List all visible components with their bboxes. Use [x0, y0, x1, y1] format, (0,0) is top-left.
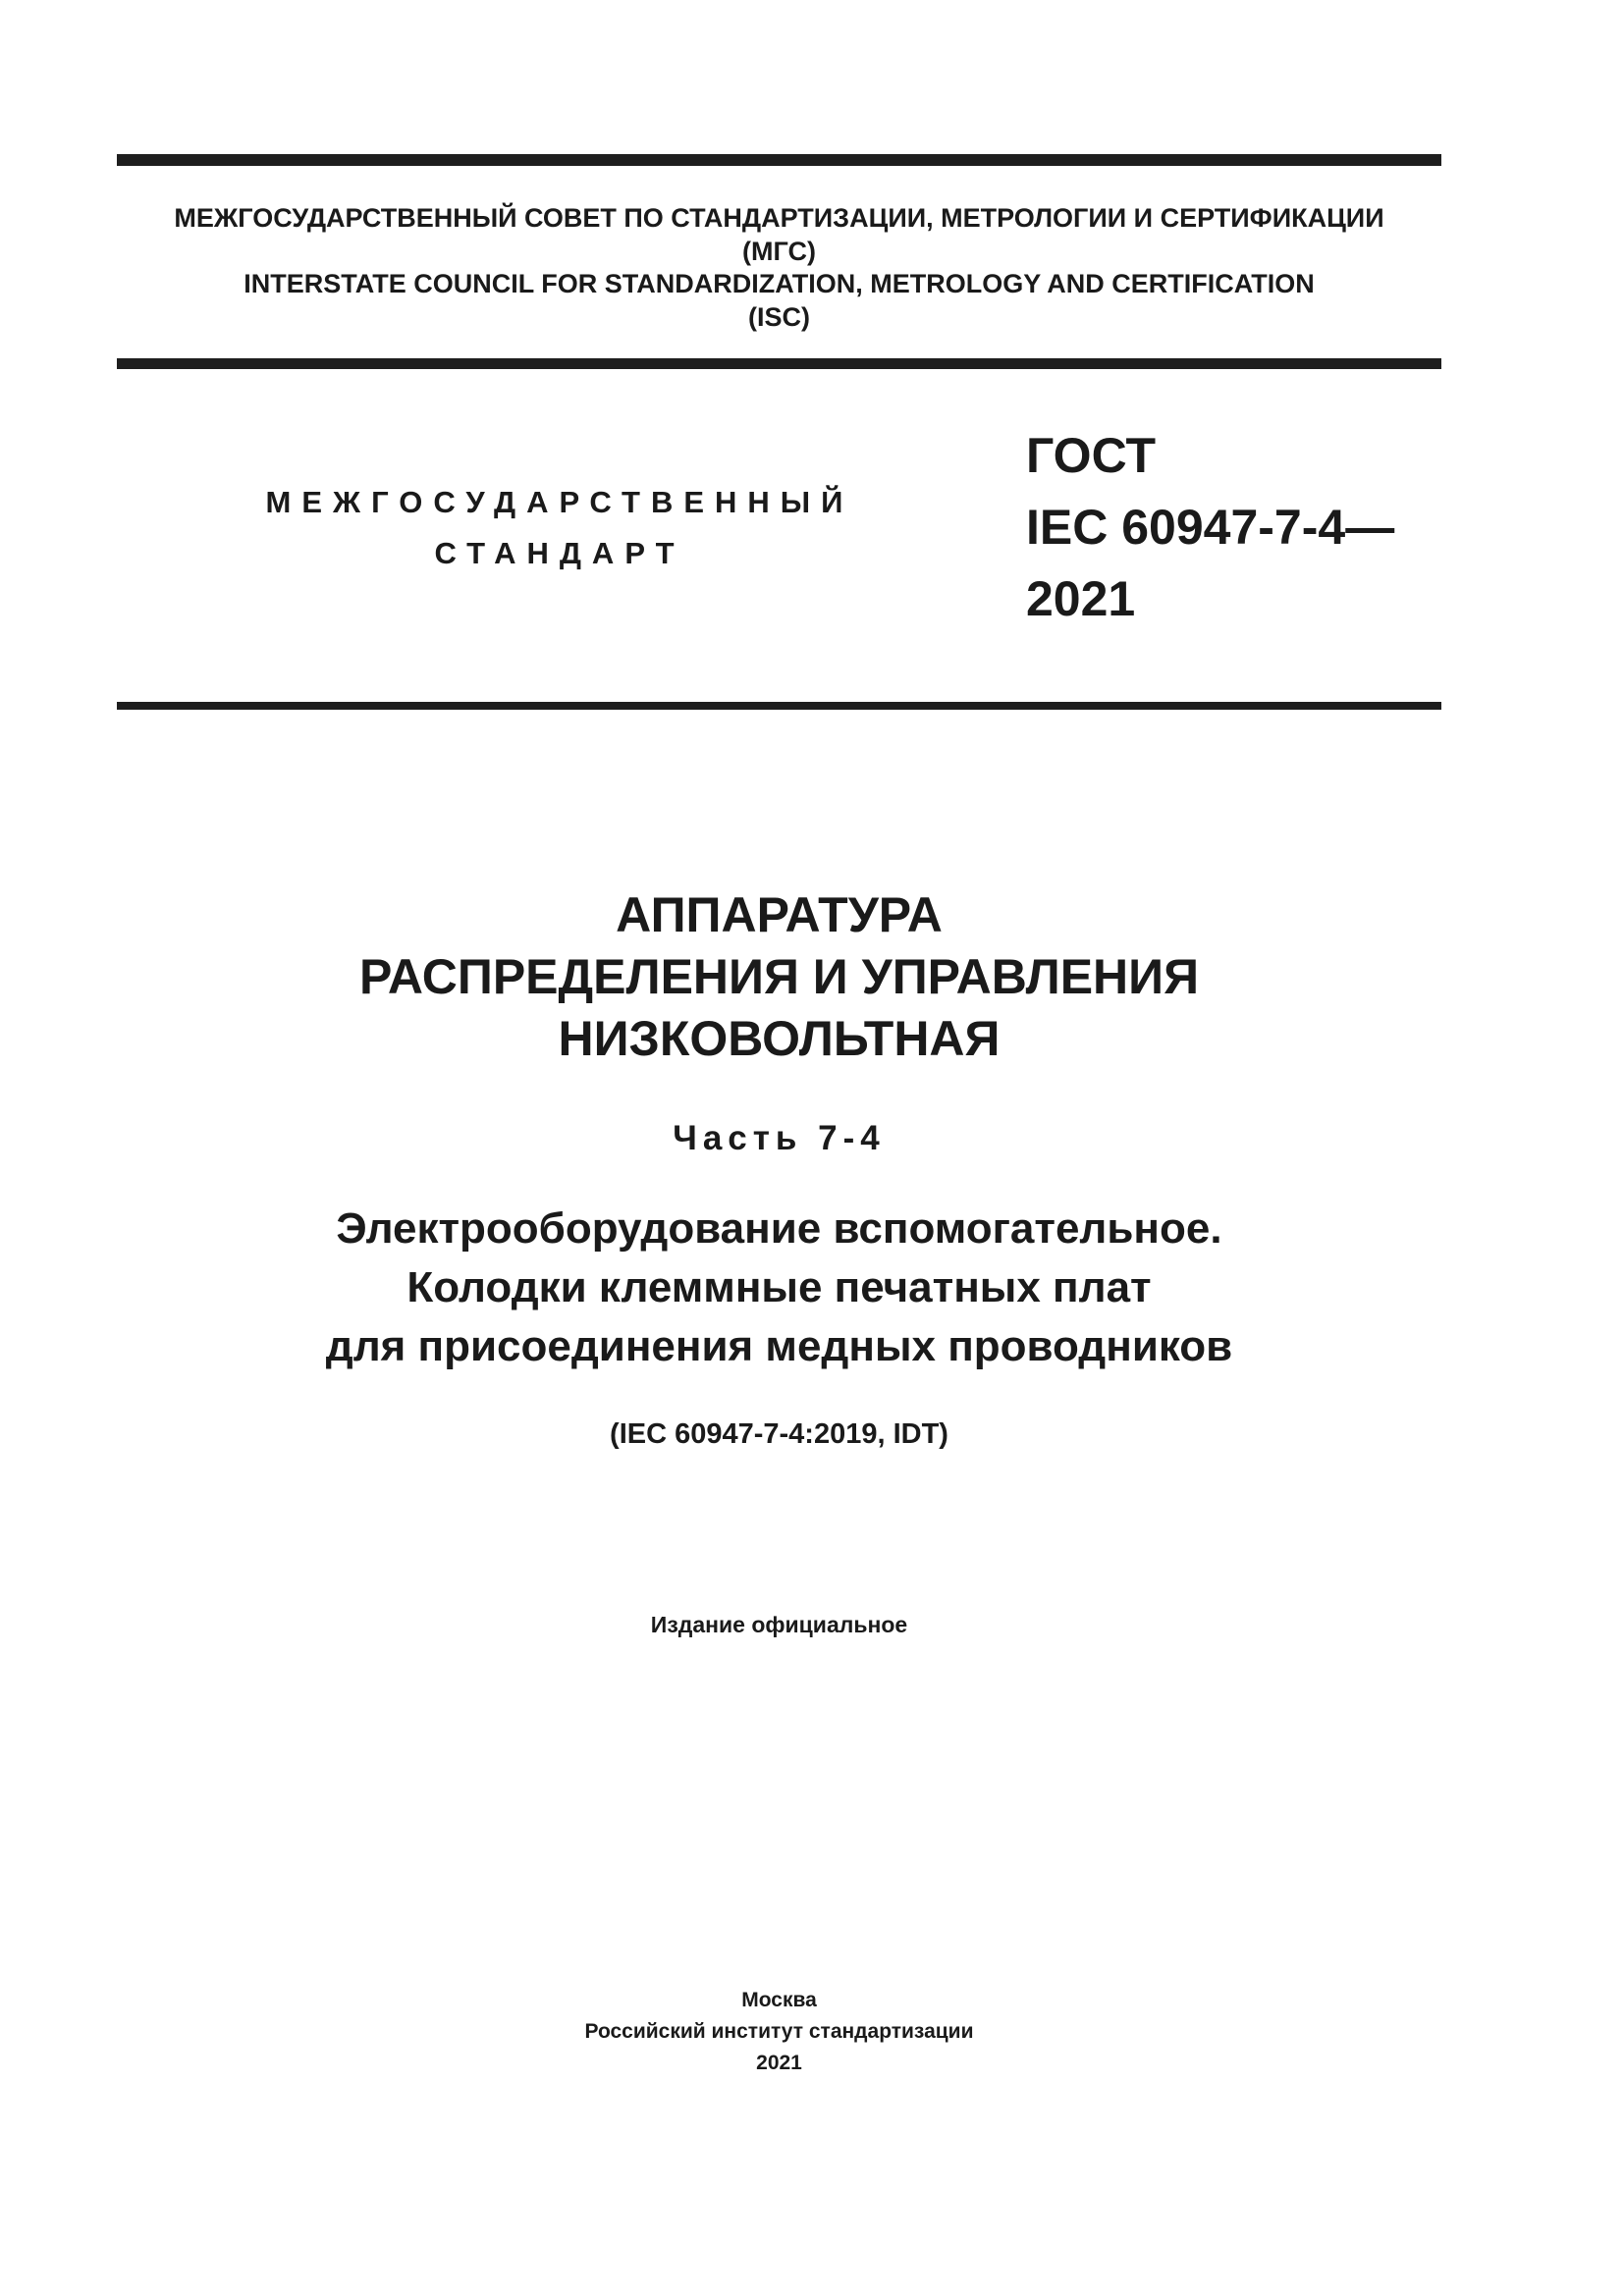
subtitle-line-1: Электрооборудование вспомогательное. — [336, 1204, 1222, 1253]
document-subtitle — [117, 1200, 1441, 1376]
edition-label: Издание официальное — [650, 1612, 908, 1637]
designation-year: 2021 — [1026, 571, 1136, 626]
standard-kind-line-2: СТАНДАРТ — [434, 536, 685, 570]
document-title — [117, 884, 1441, 1070]
designation-rule — [117, 702, 1441, 710]
imprint-city: Москва — [741, 1989, 817, 2011]
title-line-1: АППАРАТУРА — [616, 887, 943, 942]
council-header — [117, 202, 1441, 334]
standard-kind-line-1: МЕЖГОСУДАРСТВЕННЫЙ — [265, 485, 854, 519]
title-line-2: РАСПРЕДЕЛЕНИЯ И УПРАВЛЕНИЯ — [358, 949, 1200, 1004]
subtitle-line-3: для присоединения медных проводников — [325, 1322, 1233, 1370]
standard-designation — [1026, 420, 1394, 635]
council-name-ru: МЕЖГОСУДАРСТВЕННЫЙ СОВЕТ ПО СТАНДАРТИЗАЦИИ, МЕТРОЛОГИИ И СЕРТИФИКАЦИИ — [174, 203, 1384, 233]
part-number: Часть 7-4 — [673, 1119, 886, 1157]
header-rule — [117, 358, 1441, 369]
council-abbr-en: (ISC) — [748, 301, 810, 332]
subtitle-line-2: Колодки клеммные печатных плат — [406, 1263, 1152, 1311]
standard-kind — [236, 477, 884, 579]
council-abbr-ru: (МГС) — [742, 236, 816, 266]
title-line-3: НИЗКОВОЛЬТНАЯ — [558, 1011, 1001, 1066]
top-rule — [117, 154, 1441, 166]
designation-number: IEC 60947-7-4— — [1026, 500, 1395, 555]
council-name-en: INTERSTATE COUNCIL FOR STANDARDIZATION, METROLOGY AND CERTIFICATION — [244, 269, 1315, 298]
imprint-publisher: Российский институт стандартизации — [584, 2020, 974, 2043]
iec-reference: (IEC 60947-7-4:2019, IDT) — [610, 1418, 948, 1450]
designation-prefix: ГОСТ — [1026, 428, 1156, 483]
imprint — [117, 1985, 1441, 2079]
imprint-year: 2021 — [756, 2052, 802, 2074]
